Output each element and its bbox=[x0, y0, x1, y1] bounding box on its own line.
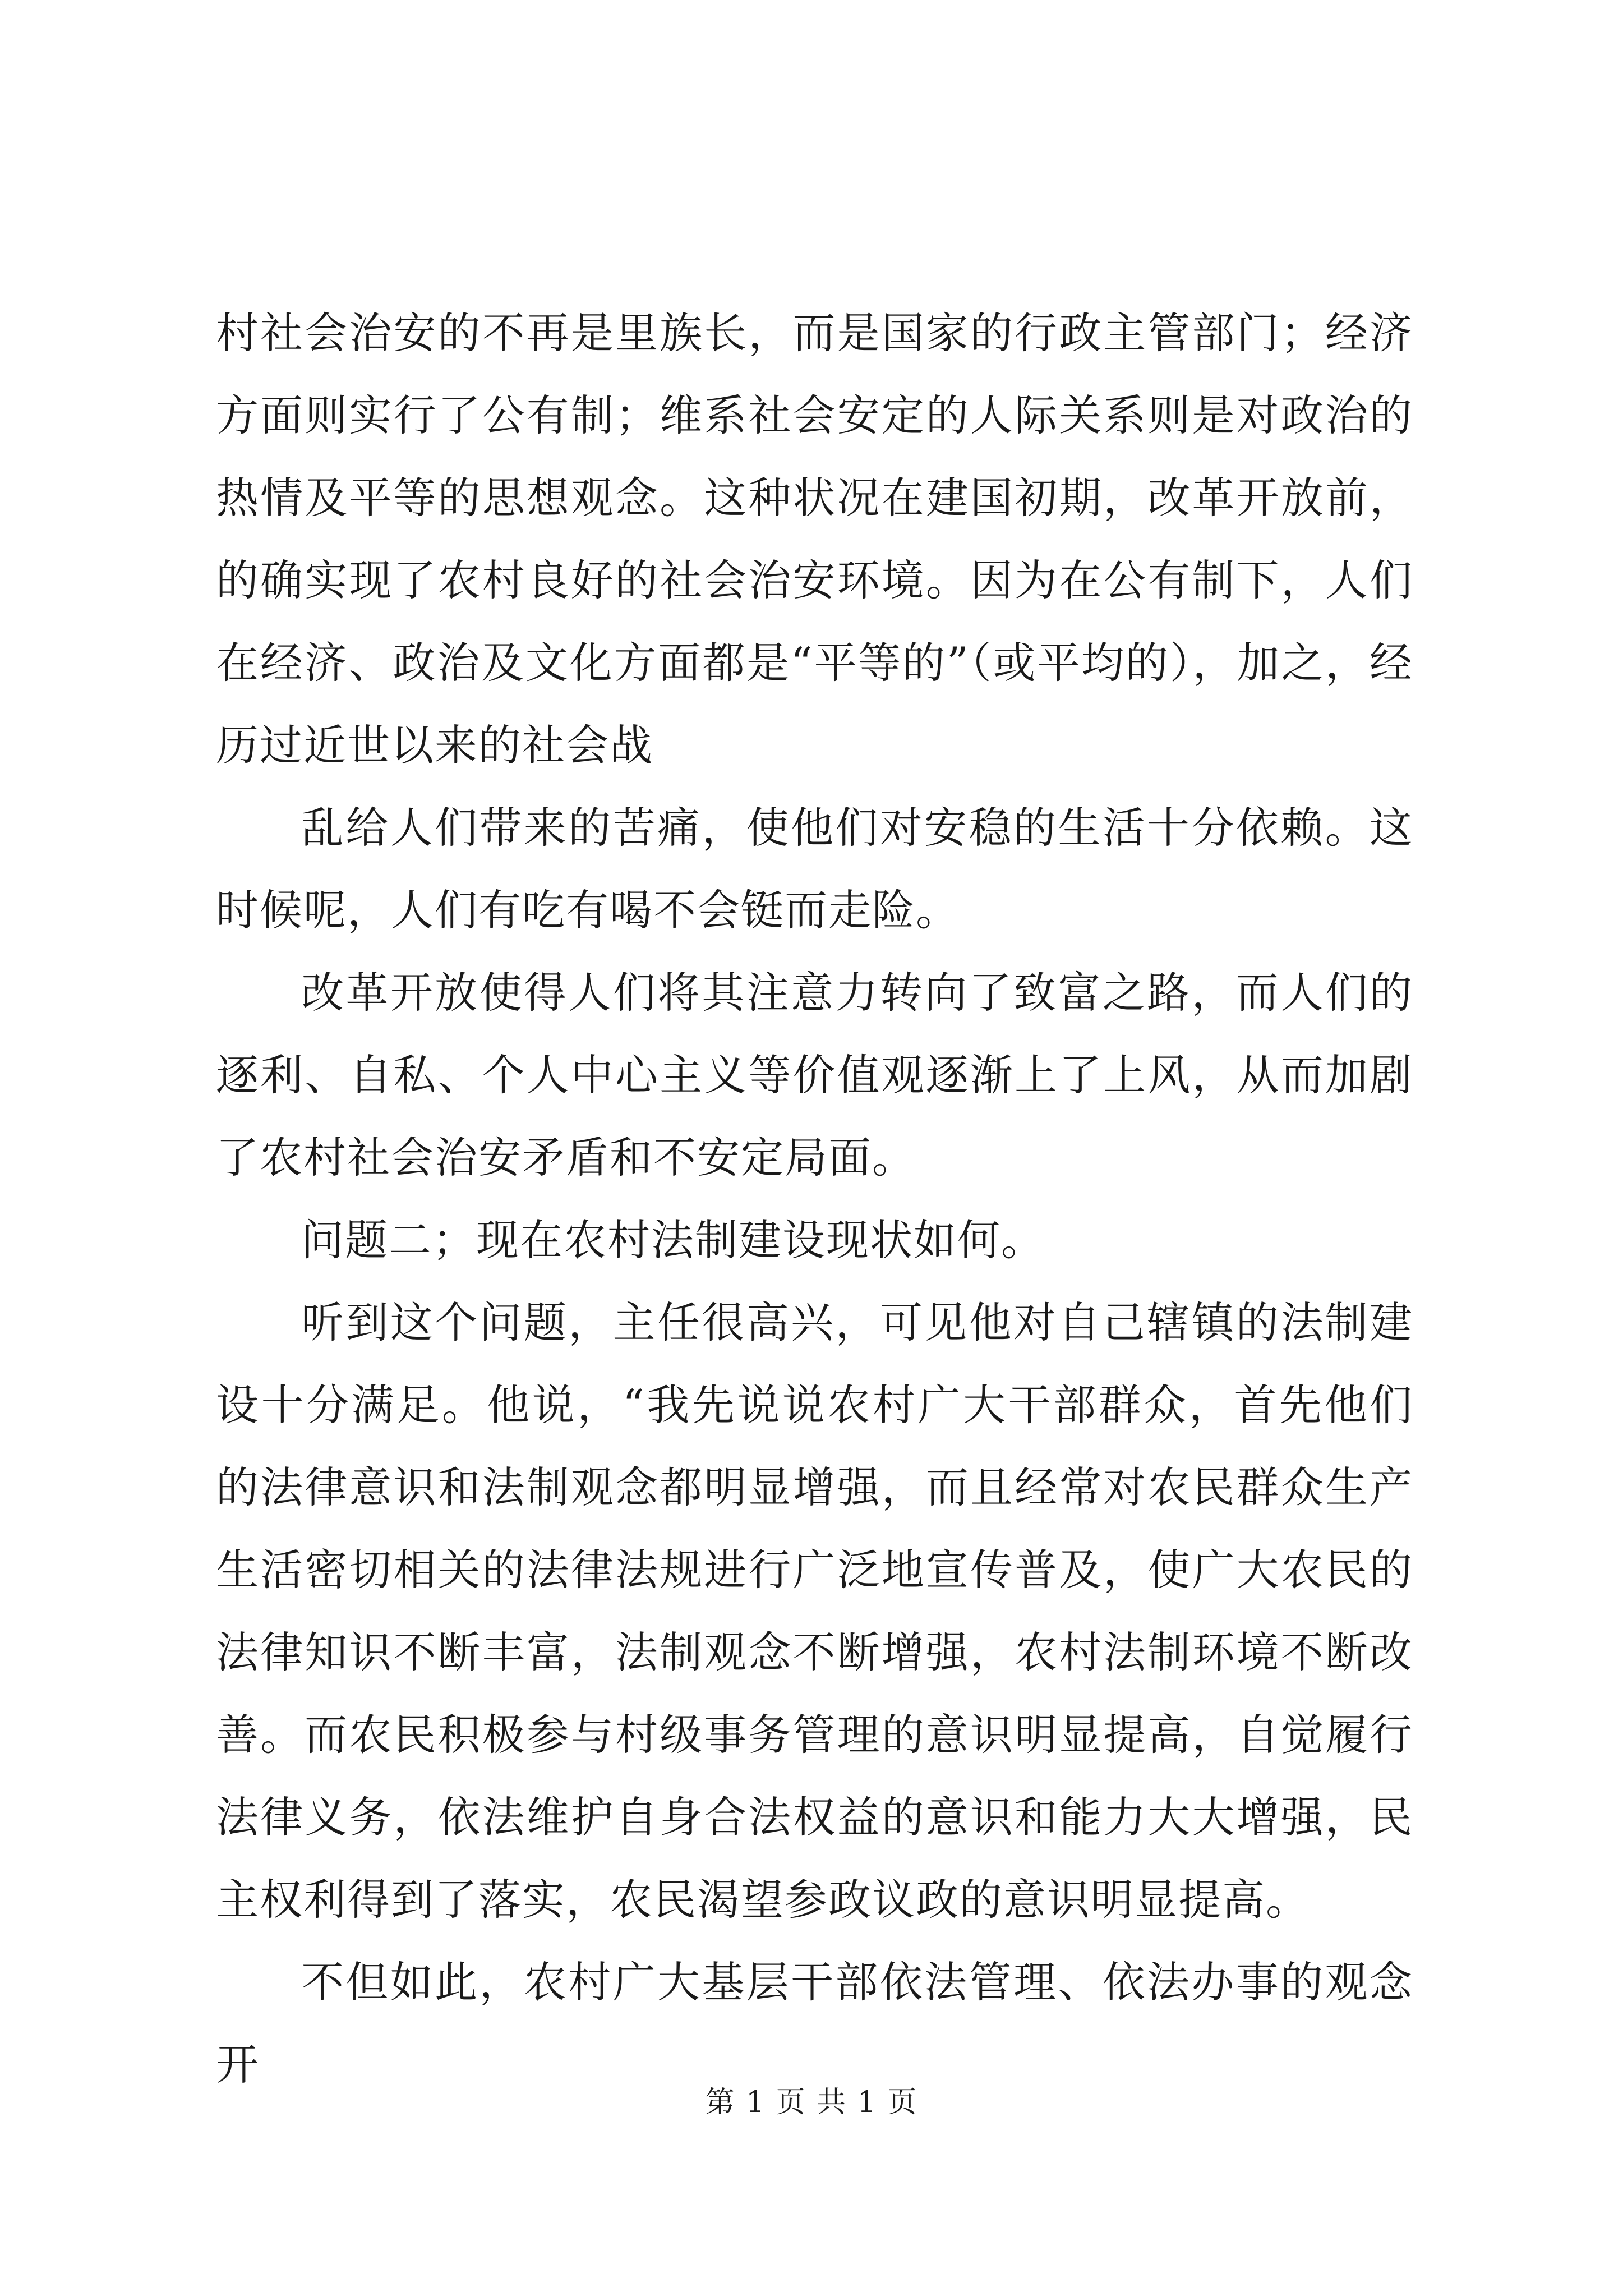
page-footer: 第 1 页 共 1 页 bbox=[705, 2086, 918, 2119]
paragraph-3: 改革开放使得人们将其注意力转向了致富之路，而人们的逐利、自私、个人中心主义等价值观逐渐上了上风，从而加剧了农村社会治安矛盾和不安定局面。 bbox=[216, 968, 1413, 1182]
paragraph-4: 问题二；现在农村法制建设现状如何。 bbox=[301, 1215, 1045, 1265]
paragraph-6: 不但如此，农村广大基层干部依法管理、依法办事的观念开 bbox=[216, 1957, 1413, 2090]
paragraph-2: 乱给人们带来的苦痛，使他们对安稳的生活十分依赖。这时候呢，人们有吃有喝不会铤而走险。 bbox=[216, 803, 1413, 935]
paragraph-1: 村社会治安的不再是里族长，而是国家的行政主管部门；经济方面则实行了公有制；维系社会安定的人际关系则是对政治的热情及平等的思想观念。这种状况在建国初期，改革开放前，的确实现了农村良好的社会治安环境。因为在公有制下，人们在经济、政治及文化方面都是“平等的”（或平均的），加之，经历过近世以来的社会战 bbox=[216, 308, 1413, 770]
document-body bbox=[216, 292, 1413, 2106]
paragraph-5: 听到这个问题，主任很高兴，可见他对自己辖镇的法制建设十分满足。他说，“我先说说农村广大干部群众，首先他们的法律意识和法制观念都明显增强，而且经常对农民群众生产生活密切相关的法律法规进行广泛地宣传普及，使广大农民的法律知识不断丰富，法制观念不断增强，农村法制环境不断改善。而农民积极参与村级事务管理的意识明显提高，自觉履行法律义务，依法维护自身合法权益的意识和能力大大增强，民主权利得到了落实，农民渴望参政议政的意识明显提高。 bbox=[216, 1297, 1413, 1925]
